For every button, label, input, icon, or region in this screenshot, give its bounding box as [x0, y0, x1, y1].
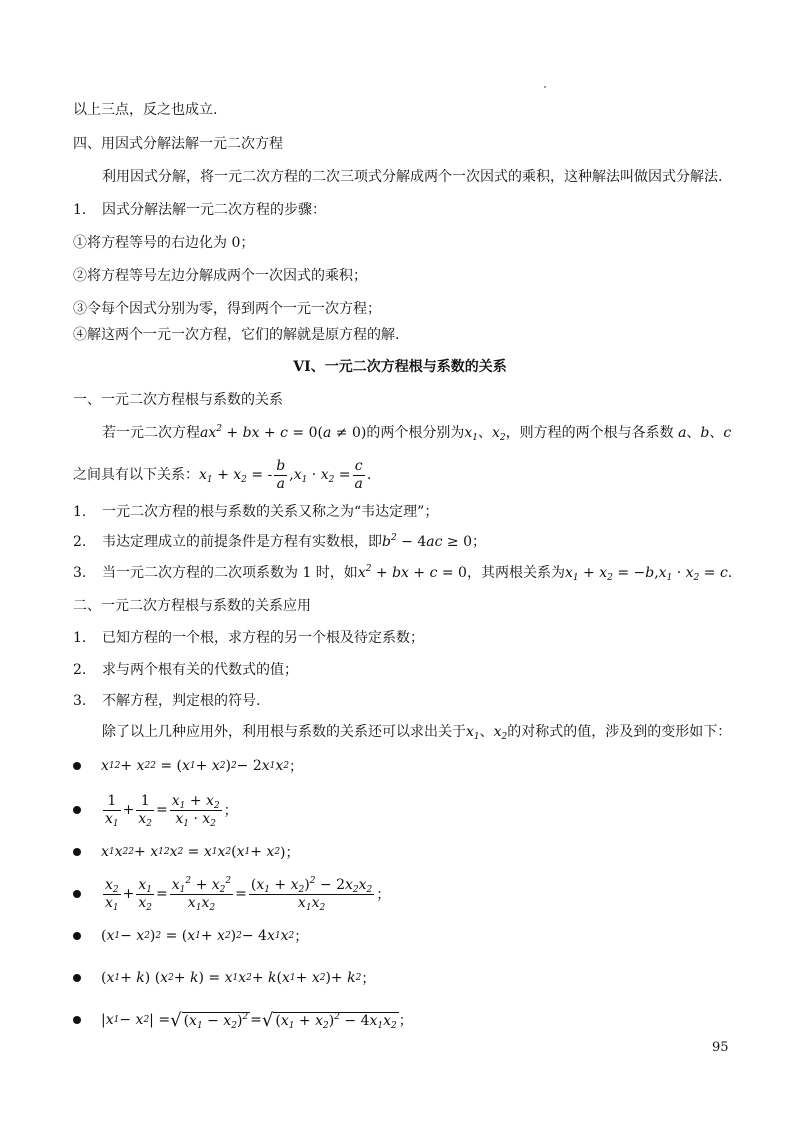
formula-factored-sum: x 1 x 2 2 + x 1 2 x 2 = x 1 x 2 ( x 1 + x 2 )；: [101, 844, 300, 861]
text-line: 以上三点，反之也成立.: [73, 102, 218, 118]
text: 之间具有以下关系：: [73, 467, 199, 483]
fraction: $\frac{(x_1 + x_2)^2 - 2x_2x_2}{x_1x_2}$: [250, 875, 373, 913]
list-text: 已知方程的一个根，求方程的另一个根及待定系数；: [102, 630, 424, 646]
list-item: [73, 628, 424, 648]
bullet-icon: [73, 1016, 81, 1024]
text: 除了以上几种应用外，利用根与系数的关系还可以求出关于: [102, 724, 466, 740]
fraction: $\frac{x_2}{x_1}$: [105, 876, 119, 913]
formula-discriminant: $b^2 - 4ac \ge 0$: [382, 533, 472, 550]
bullet-icon: [73, 974, 81, 982]
step-4: ④解这两个一元一次方程，它们的解就是原方程的解.: [73, 327, 400, 343]
fraction: $\frac{x_1 + x_2}{x_1 \cdot x_2}$: [171, 792, 220, 829]
step-2: ②将方程等号左边分解成两个一次因式的乘积；: [73, 268, 367, 284]
paragraph-factorization: 利用因式分解，将一元二次方程的二次三项式分解成两个一次因式的乘积，这种解法叫做因式分解法.: [102, 169, 723, 185]
step-1: ①将方程等号的右边化为 0；: [73, 235, 255, 251]
text: 若一元二次方程: [102, 425, 200, 441]
fraction: $\frac{b}{a}$: [276, 457, 286, 492]
vieta-relations: 之间具有以下关系： $x_1 + x_2$ = - $\frac{b}{a}$ $,x_1 \cdot x_2$ = $\frac{c}{a}$ .: [73, 457, 372, 492]
list-text: 韦达定理成立的前提条件是方程有实数根，即: [102, 534, 382, 550]
paragraph-symmetric: [102, 722, 731, 742]
list-item: [73, 563, 732, 583]
subsection-title-1: 一、一元二次方程根与系数的关系: [73, 392, 283, 408]
list-item: [73, 532, 486, 552]
bullet-icon: [73, 932, 81, 940]
bullet-icon: [73, 806, 81, 814]
list-text: ；: [472, 534, 486, 550]
bullet-icon: [73, 890, 81, 898]
formula-monic-roots: $x_1 + x_2 = -b,x_1 \cdot x_2 = c$.: [564, 565, 733, 583]
text: ，则方程的两个根与各系数: [505, 425, 674, 441]
list-text: 求与两个根有关的代数式的值；: [102, 662, 298, 678]
list-item: [73, 660, 298, 680]
fraction: $\frac{x_1^2 + x_2^2}{x_1x_2}$: [171, 875, 232, 913]
list-number: 1.: [73, 504, 87, 520]
formula-product-shift: ( x 1 + k ) ( x 2 + k ) = x 1 x 2 + k ( x 1 + x 2 ) + k 2 ；: [101, 970, 376, 987]
step-3: ③令每个因式分别为零，得到两个一元一次方程；: [73, 301, 381, 317]
paragraph-vieta: [102, 423, 731, 443]
list-item: [73, 502, 438, 522]
formula-ratio-sum: $\frac{x_2}{x_1}$ + $\frac{x_1}{x_2}$ = $\frac{x_1^2 + x_2^2}{x_1x_2}$ = $\frac{(x_1 + x_2)^2 - 2x_2x_2}{x_1x_2}$ ；: [105, 875, 391, 913]
list-item: [73, 200, 326, 220]
formula-roots: $x_1$、$x_2$: [466, 724, 508, 742]
formula-vieta: $x_1 + x_2$ = -: [199, 467, 273, 485]
text: 的两个根分别为: [366, 425, 465, 441]
formula-product: $,x_1 \cdot x_2$ =: [289, 467, 351, 485]
fraction: $\frac{c}{a}$: [354, 457, 363, 492]
formula-reciprocal-sum: $\frac{1}{x_1}$ + $\frac{1}{x_2}$ = $\frac{x_1 + x_2}{x_1 \cdot x_2}$ ；: [105, 792, 238, 829]
list-number: 1.: [73, 202, 87, 218]
list-text: ，其两根关系为: [466, 565, 565, 581]
subsection-title-2: 二、一元二次方程根与系数的关系应用: [73, 598, 311, 614]
list-number: 1.: [73, 630, 87, 646]
formula-roots: $x_1$、$x_2$: [464, 425, 506, 443]
bullet-icon: [73, 762, 81, 770]
formula-quadratic: $ax^2$ + bx + c = 0(a ≠ 0): [200, 424, 367, 441]
list-text: 当一元二次方程的二次项系数为 1 时，如: [102, 565, 358, 581]
formula-difference-square: ( x 1 − x 2 ) 2 = ( x 1 + x 2 ) 2 − 4 x 1 x 2 ；: [101, 928, 309, 945]
list-number: 2.: [73, 534, 87, 550]
fraction: $\frac{x_1}{x_2}$: [138, 876, 153, 913]
scan-speck: [544, 86, 546, 88]
list-number: 3.: [73, 565, 87, 581]
fraction: $\frac{1}{x_2}$: [138, 792, 153, 829]
list-number: 2.: [73, 662, 87, 678]
formula-abs-difference: | x 1 − x 2 | = √ $(x_1 - x_2)^2$ = √ $(x_1 + x_2)^2 - 4x_1x_2$ ；: [101, 1009, 413, 1031]
fraction: $\frac{1}{x_1}$: [105, 792, 119, 829]
list-text: 一元二次方程的根与系数的关系又称之为“韦达定理”；: [102, 504, 439, 520]
text: 的对称式的值，涉及到的变形如下：: [507, 724, 732, 740]
heading-factorization: 四、用因式分解法解一元二次方程: [73, 136, 283, 152]
page-number: 95: [712, 1040, 729, 1055]
formula-coefficients: a、b、c: [678, 425, 732, 441]
list-item: [73, 691, 260, 711]
list-text: 不解方程，判定根的符号.: [102, 693, 261, 709]
section-title: VI、一元二次方程根与系数的关系: [293, 359, 507, 375]
bullet-icon: [73, 848, 81, 856]
formula-sum-of-squares: x 1 2 + x 2 2 = ( x 1 + x 2 ) 2 − 2 x 1 x 2 ；: [101, 758, 304, 775]
list-text: 因式分解法解一元二次方程的步骤：: [102, 202, 326, 218]
formula-monic: $x^2$ + bx + c = 0: [357, 564, 467, 581]
list-number: 3.: [73, 693, 87, 709]
